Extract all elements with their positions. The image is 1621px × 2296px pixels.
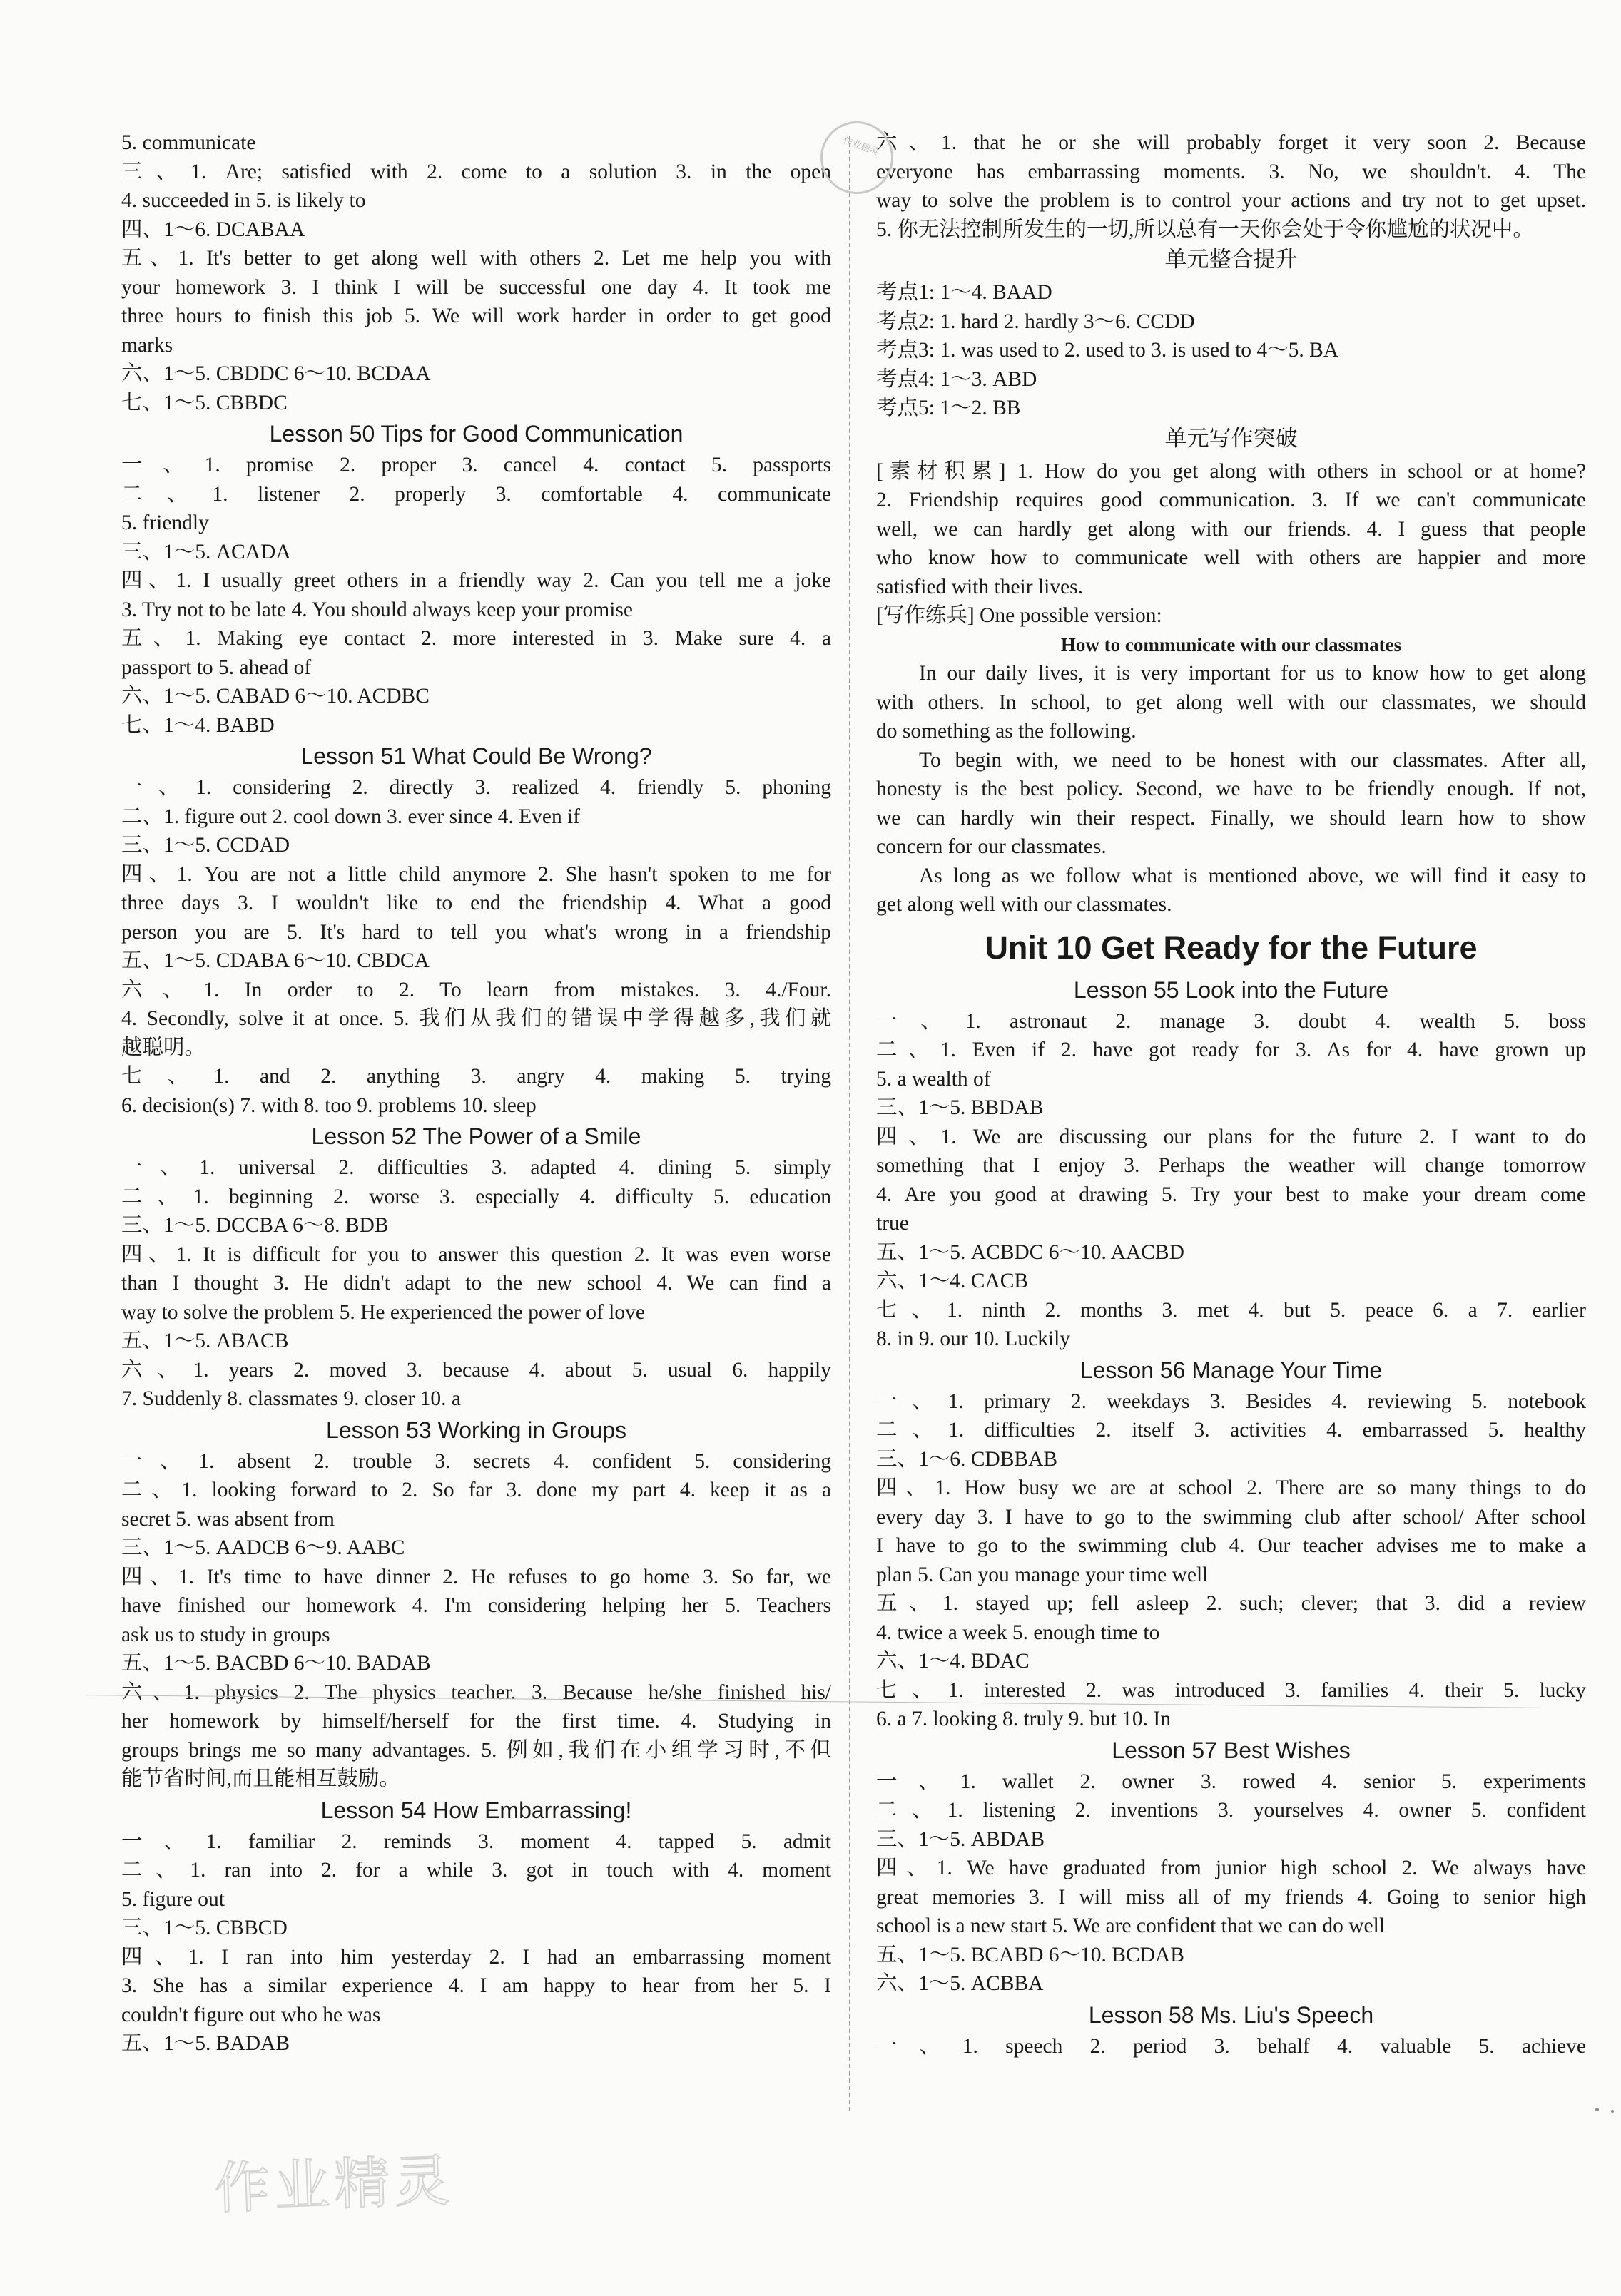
text-line: 七、1～4. BABD xyxy=(121,713,275,737)
text-line: 一、1. speech 2. period 3. behalf 4. valuable 5. achieve xyxy=(876,2034,1586,2058)
right-column xyxy=(876,128,1586,2061)
text-line: 六、1～4. BDAC xyxy=(876,1650,1030,1673)
text-line: 一、1. promise 2. proper 3. cancel 4. contact 5. passports xyxy=(121,454,831,476)
text-line: 五、1～5. ACBDC 6～10. AACBD xyxy=(876,1240,1184,1264)
text-line: 三、1～5. CCDAD xyxy=(121,834,290,857)
text-line: 五、1～5. BACBD 6～10. BADAB xyxy=(121,1652,431,1675)
text-line: 三、1～5. BBDAB xyxy=(876,1096,1044,1119)
text-line: 四、1～6. DCABAA xyxy=(121,218,305,241)
text-line: school is a new start 5. We are confident that we can do well xyxy=(876,1914,1386,1937)
lesson-heading: Lesson 51 What Could Be Wrong? xyxy=(300,743,652,769)
text-line: 三、1～5. ACADA xyxy=(121,540,291,563)
text-line: 六、1～5. CABAD 6～10. ACDBC xyxy=(121,685,430,708)
text-line: 六、1～4. CACB xyxy=(876,1270,1029,1292)
text-line: 七、1. and 2. anything 3. angry 4. making 5. trying xyxy=(121,1065,831,1088)
essay-title: How to communicate with our classmates xyxy=(1060,633,1402,655)
text-line: 六、1～5. CBDDC 6～10. BCDAA xyxy=(121,362,431,385)
text-line: 8. in 9. our 10. Luckily xyxy=(876,1327,1071,1350)
text-line: To begin with, we need to be honest with our classmates. After all, xyxy=(919,748,1586,772)
text-line: something that I enjoy 3. Perhaps the weather will change tomorrow xyxy=(876,1154,1586,1177)
text-line: 六、1. physics 2. The physics teacher. 3. Because he/she finished his/ xyxy=(121,1680,831,1704)
lesson-heading: Lesson 58 Ms. Liu's Speech xyxy=(1088,2001,1374,2028)
text-line: 4. Secondly, solve it at once. 5. 我们从我们的错误中学得越多,我们就 xyxy=(121,1007,831,1030)
text-line: three hours to finish this job 5. We will work harder in order to get good xyxy=(121,305,831,327)
text-line: 6. decision(s) 7. with 8. too 9. problems 10. sleep xyxy=(121,1093,537,1117)
lesson-heading: Lesson 54 How Embarrassing! xyxy=(320,1797,632,1823)
text-line: 二、1. difficulties 2. itself 3. activities 4. embarrassed 5. healthy xyxy=(876,1419,1586,1442)
text-line: groups brings me so many advantages. 5. 例如,我们在小组学习时,不但 xyxy=(121,1738,831,1762)
text-line: 考点1: 1～4. BAAD xyxy=(876,281,1052,304)
text-line: 二、1. ran into 2. for a while 3. got in touch with 4. moment xyxy=(121,1859,831,1882)
text-line: 4. succeeded in 5. is likely to xyxy=(121,189,366,212)
text-line: 5. 你无法控制所发生的一切,所以总有一天你会处于令你尴尬的状况中。 xyxy=(876,218,1534,241)
text-line: 三、1～5. DCCBA 6～8. BDB xyxy=(121,1214,389,1237)
text-line: do something as the following. xyxy=(876,720,1137,743)
text-line: 五、1. Making eye contact 2. more interested in 3. Make sure 4. a xyxy=(121,627,831,650)
text-line: 能节省时间,而且能相互鼓励。 xyxy=(121,1767,400,1790)
text-line: 越聪明。 xyxy=(121,1036,206,1059)
text-line: I have to go to the swimming club 4. Our teacher advises me to make a xyxy=(876,1534,1586,1557)
text-line: secret 5. was absent from xyxy=(121,1507,335,1531)
text-line: 七、1. interested 2. was introduced 3. families 4. their 5. lucky xyxy=(876,1678,1586,1702)
text-line: 3. Try not to be late 4. You should always keep your promise xyxy=(121,598,633,621)
text-line: marks xyxy=(121,333,173,357)
section-heading: 单元整合提升 xyxy=(1164,247,1298,272)
text-line: than I thought 3. He didn't adapt to the new school 4. We can find a xyxy=(121,1272,831,1295)
text-line: 二、1. beginning 2. worse 3. especially 4. difficulty 5. education xyxy=(121,1185,831,1208)
text-line: true xyxy=(876,1212,909,1235)
text-line: 五、1～5. ABACB xyxy=(121,1330,289,1352)
text-line: 5. friendly xyxy=(121,511,209,534)
text-line: 一、1. considering 2. directly 3. realized 4. friendly 5. phoning xyxy=(121,776,831,799)
text-line: ask us to study in groups xyxy=(121,1623,330,1646)
text-line: 三、1～5. ABDAB xyxy=(876,1827,1045,1851)
text-line: [写作练兵] One possible version: xyxy=(876,604,1162,627)
text-line: we can hardly win their respect. Finally, we should learn how to show xyxy=(876,806,1586,830)
text-line: 六、1. that he or she will probably forget it very soon 2. Because xyxy=(876,131,1586,154)
text-line: 六、1. years 2. moved 3. because 4. about 5. usual 6. happily xyxy=(121,1358,831,1382)
text-line: plan 5. Can you manage your time well xyxy=(876,1563,1209,1586)
text-line: everyone has embarrassing moments. 3. No, we shouldn't. 4. The xyxy=(876,160,1586,183)
text-line: your homework 3. I think I will be successful one day 4. It took me xyxy=(121,275,831,299)
text-line: 一、1. universal 2. difficulties 3. adapted 4. dining 5. simply xyxy=(121,1156,831,1179)
text-line: 四、1. It's time to have dinner 2. He refuses to go home 3. So far, we xyxy=(121,1565,831,1588)
text-line: 考点5: 1～2. BB xyxy=(876,397,1021,419)
section-heading: 单元写作突破 xyxy=(1164,425,1298,451)
text-line: [素材积累] 1. How do you get along with others in school or at home? xyxy=(876,459,1586,483)
text-line: 三、1～6. CDBBAB xyxy=(876,1447,1058,1471)
text-line: have finished our homework 4. I'm considering helping her 5. Teachers xyxy=(121,1594,831,1617)
text-line: 一、1. astronaut 2. manage 3. doubt 4. wealth 5. boss xyxy=(876,1009,1586,1033)
text-line: 五、1. stayed up; fell asleep 2. such; clever; that 3. did a review xyxy=(876,1592,1586,1615)
text-line: 三、1～5. AADCB 6～9. AABC xyxy=(121,1536,405,1559)
text-line: who know how to communicate well with others are happier and more xyxy=(876,546,1586,569)
watermark-logo: 作业精灵 xyxy=(213,2148,455,2222)
scan-speck xyxy=(1611,2110,1614,2113)
text-line: 四、1. You are not a little child anymore 2. She hasn't spoken to me for xyxy=(121,862,831,886)
text-line: way to solve the problem is to control your actions and try not to get upset. xyxy=(876,189,1586,212)
text-line: 一、1. absent 2. trouble 3. secrets 4. confident 5. considering xyxy=(121,1449,831,1473)
text-line: 四、1. I usually greet others in a friendly way 2. Can you tell me a joke xyxy=(121,569,831,592)
text-line: her homework by himself/herself for the first time. 4. Studying in xyxy=(121,1710,831,1733)
lesson-heading: Lesson 55 Look into the Future xyxy=(1073,976,1389,1003)
text-line: 四、1. We are discussing our plans for the future 2. I want to do xyxy=(876,1125,1586,1148)
text-line: 四、1. We have graduated from junior high school 2. We always have xyxy=(876,1857,1586,1879)
text-line: 四、1. It is difficult for you to answer this question 2. It was even worse xyxy=(121,1243,831,1266)
text-line: concern for our classmates. xyxy=(876,835,1107,858)
text-line: every day 3. I have to go to the swimming club after school/ After school xyxy=(876,1505,1586,1529)
text-line: 五、1. It's better to get along well with others 2. Let me help you with xyxy=(121,247,831,270)
text-line: 5. figure out xyxy=(121,1887,225,1911)
scan-speck xyxy=(1595,2108,1599,2111)
left-column xyxy=(121,128,831,2058)
text-line: 考点2: 1. hard 2. hardly 3～6. CCDD xyxy=(876,310,1195,333)
text-line: 5. a wealth of xyxy=(876,1067,991,1091)
text-line: As long as we follow what is mentioned above, we will find it easy to xyxy=(919,864,1586,887)
text-line: 五、1～5. BCABD 6～10. BCDAB xyxy=(876,1943,1184,1966)
text-line: 二、1. Even if 2. have got ready for 3. As for 4. have grown up xyxy=(876,1039,1586,1061)
text-line: 考点4: 1～3. ABD xyxy=(876,367,1037,391)
text-line: 五、1～5. CDABA 6～10. CBDCA xyxy=(121,949,430,972)
text-line: with others. In school, to get along well with our classmates, we should xyxy=(876,690,1586,714)
text-line: 五、1～5. BADAB xyxy=(121,2032,290,2055)
text-line: 三、1～5. CBBCD xyxy=(121,1917,288,1939)
text-line: 七、1. ninth 2. months 3. met 4. but 5. peace 6. a 7. earlier xyxy=(876,1298,1586,1322)
text-line: couldn't figure out who he was xyxy=(121,2003,381,2026)
text-line: 一、1. familiar 2. reminds 3. moment 4. tapped 5. admit xyxy=(121,1830,831,1853)
text-line: 三、1. Are; satisfied with 2. come to a solution 3. in the open xyxy=(121,160,831,183)
text-line: 六、1～5. ACBBA xyxy=(876,1972,1044,1995)
text-line: 一、1. wallet 2. owner 3. rowed 4. senior 5. experiments xyxy=(876,1770,1586,1793)
text-line: 二、1. listener 2. properly 3. comfortable 4. communicate xyxy=(121,482,831,506)
lesson-heading: Lesson 56 Manage Your Time xyxy=(1079,1357,1383,1383)
text-line: 3. She has a similar experience 4. I am happy to hear from her 5. I xyxy=(121,1974,831,1997)
text-line: 二、1. figure out 2. cool down 3. ever since 4. Even if xyxy=(121,805,581,828)
text-line: person you are 5. It's hard to tell you what's wrong in a friendship xyxy=(121,920,831,944)
text-line: 7. Suddenly 8. classmates 9. closer 10. a xyxy=(121,1387,462,1410)
text-line: 考点3: 1. was used to 2. used to 3. is used to 4～5. BA xyxy=(876,339,1339,362)
text-line: 2. Friendship requires good communication. 3. If we can't communicate xyxy=(876,489,1586,511)
text-line: 4. twice a week 5. enough time to xyxy=(876,1621,1160,1644)
text-line: honesty is the best policy. Second, we have to be friendly enough. If not, xyxy=(876,777,1586,800)
stamp-text: 作业精灵 xyxy=(841,135,880,158)
text-line: 5. communicate xyxy=(121,131,256,154)
text-line: 4. Are you good at drawing 5. Try your best to make your dream come xyxy=(876,1183,1586,1206)
text-line: In our daily lives, it is very important for us to know how to get along xyxy=(919,662,1586,685)
text-line: great memories 3. I will miss all of my friends 4. Going to senior high xyxy=(876,1885,1586,1909)
text-line: well, we can hardly get along with our friends. 4. I guess that people xyxy=(876,517,1586,541)
unit-title: Unit 10 Get Ready for the Future xyxy=(985,929,1478,966)
text-line: 6. a 7. looking 8. truly 9. but 10. In xyxy=(876,1708,1171,1730)
lesson-heading: Lesson 53 Working in Groups xyxy=(326,1417,626,1443)
lesson-heading: Lesson 50 Tips for Good Communication xyxy=(269,421,684,447)
text-line: 七、1～5. CBBDC xyxy=(121,391,288,414)
text-line: 四、1. I ran into him yesterday 2. I had an embarrassing moment xyxy=(121,1945,831,1969)
column-divider xyxy=(849,136,850,2111)
text-line: get along well with our classmates. xyxy=(876,893,1172,916)
text-line: 一、1. primary 2. weekdays 3. Besides 4. reviewing 5. notebook xyxy=(876,1389,1586,1413)
lesson-heading: Lesson 52 The Power of a Smile xyxy=(311,1123,641,1149)
text-line: passport to 5. ahead of xyxy=(121,655,312,679)
text-line: 二、1. looking forward to 2. So far 3. done my part 4. keep it as a xyxy=(121,1479,831,1501)
text-line: way to solve the problem 5. He experienced the power of love xyxy=(121,1300,645,1324)
text-line: 四、1. How busy we are at school 2. There are so many things to do xyxy=(876,1476,1586,1499)
text-line: 二、1. listening 2. inventions 3. yourselves 4. owner 5. confident xyxy=(876,1799,1586,1822)
lesson-heading: Lesson 57 Best Wishes xyxy=(1112,1737,1351,1763)
text-line: 六、1. In order to 2. To learn from mistakes. 3. 4./Four. xyxy=(121,978,831,1001)
text-line: three days 3. I wouldn't like to end the friendship 4. What a good xyxy=(121,892,831,914)
text-line: satisfied with their lives. xyxy=(876,575,1084,598)
